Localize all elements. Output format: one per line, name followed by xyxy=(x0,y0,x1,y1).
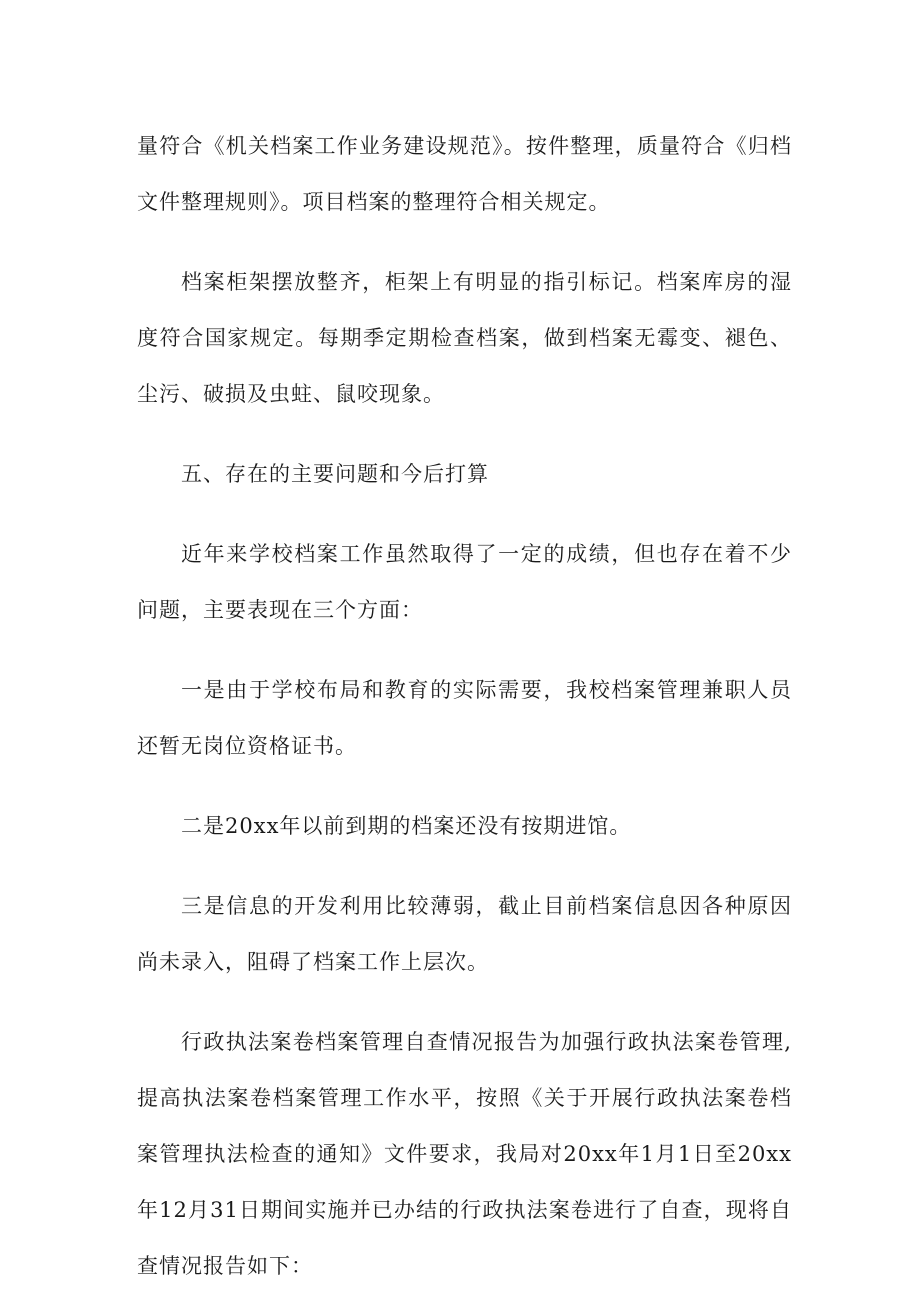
paragraph-problems-intro: 近年来学校档案工作虽然取得了一定的成绩，但也存在着不少问题，主要表现在三个方面： xyxy=(137,542,792,622)
paragraph-continuation: 量符合《机关档案工作业务建设规范》。按件整理，质量符合《归档文件整理规则》。项目档案的整理符合相关规定。 xyxy=(137,134,792,214)
paragraph-problem-one: 一是由于学校布局和教育的实际需要，我校档案管理兼职人员还暂无岗位资格证书。 xyxy=(137,678,792,758)
paragraph-problem-two: 二是20xx年以前到期的档案还没有按期进馆。 xyxy=(181,814,632,838)
document-page xyxy=(137,118,792,1294)
paragraph-self-inspection-report: 行政执法案卷档案管理自查情况报告为加强行政执法案卷管理,提高执法案卷档案管理工作水平，按照《关于开展行政执法案卷档案管理执法检查的通知》文件要求，我局对20xx年1月1日至20xx年12月31日期间实施并已办结的行政执法案卷进行了自查，现将自查情况报告如下： xyxy=(137,1030,792,1278)
section-heading-problems: 五、存在的主要问题和今后打算 xyxy=(181,462,489,486)
paragraph-problem-three: 三是信息的开发利用比较薄弱，截止目前档案信息因各种原因尚未录入，阻碍了档案工作上层次。 xyxy=(137,894,792,974)
paragraph-archive-shelves: 档案柜架摆放整齐，柜架上有明显的指引标记。档案库房的湿度符合国家规定。每期季定期检查档案，做到档案无霉变、褪色、尘污、破损及虫蛀、鼠咬现象。 xyxy=(137,270,792,406)
